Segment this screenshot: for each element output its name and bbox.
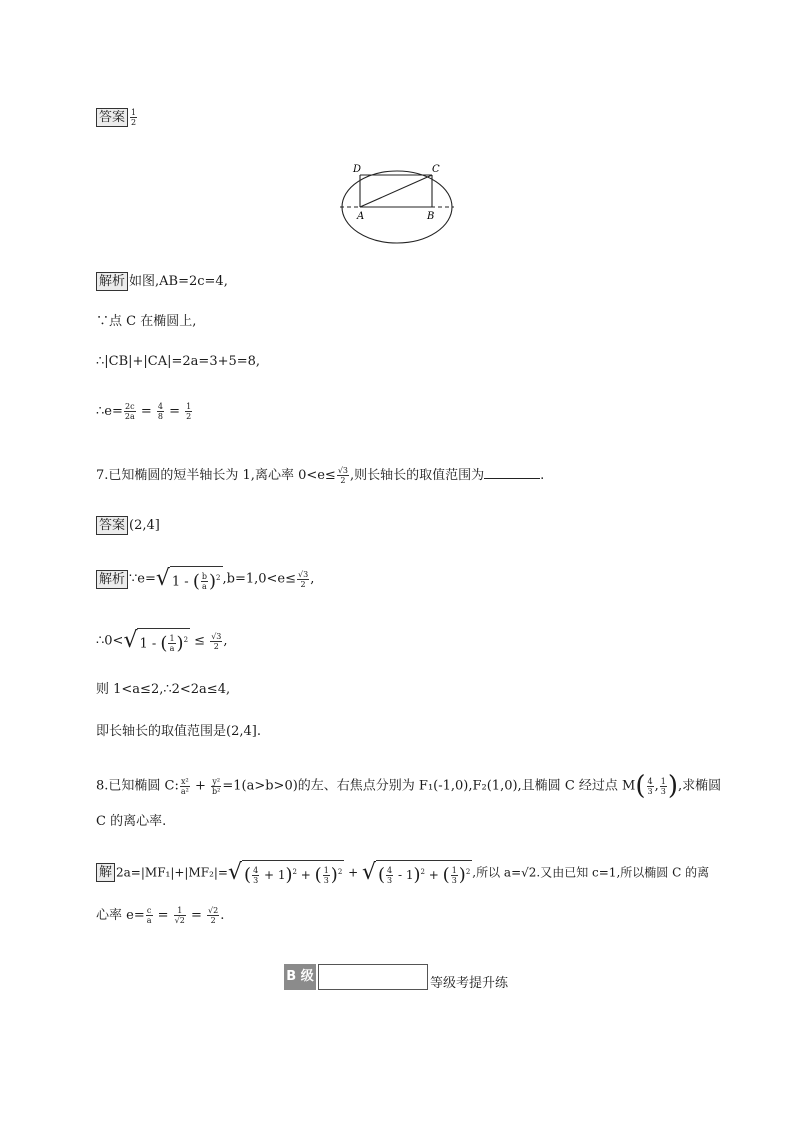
q8-stem-line2: C 的离心率.	[96, 814, 167, 829]
q6-analysis-line3: ∴|CB|+|CA|=2a=3+5=8,	[96, 354, 261, 369]
q7-stem: 7.已知椭圆的短半轴长为 1,离心率 0<e≤ $\frac{√3}{2}$ ,则长轴长的取值范围为 .	[96, 466, 545, 485]
answer-fraction: $\frac{1}{2}$	[131, 108, 137, 127]
q8-solution-line2: 心率 e= $\frac{c}{a}$ = $\frac{1}{√2}$ = $\frac{√2}{2}$ .	[96, 906, 225, 925]
q7-analysis-line2: ∴0<√ 1 - ( $\frac{1}{a}$ )$^2$ ≤ $\frac{√3}{2}$ ,	[96, 628, 228, 654]
q7-answer: (2,4]	[129, 518, 160, 533]
q6-analysis-line4: ∴e= $\frac{2c}{2a}$ = $\frac{4}{8}$ = $\frac{1}{2}$	[96, 402, 192, 421]
ellipse-figure	[336, 158, 460, 250]
section-b-score-box	[318, 964, 428, 990]
label-B: B	[427, 211, 435, 222]
q6-answer-line	[96, 108, 138, 128]
section-b-label: 等级考提升练	[430, 976, 509, 991]
q8-stem-line1: 8.已知椭圆 C: $\frac{\text{x²}}{\text{a²}}$ + $\frac{\text{y²}}{\text{b²}}$ =1(a>b>0)的左、右焦点分别为 F₁(-1,0),F₂(1,0),且椭圆 C 经过点 M( $\frac{4}{3}$ , $\frac{1}{3}$ ),求椭圆	[96, 771, 722, 801]
q7-analysis-line1: 解析 ∵e=√ 1 - ( $\frac{b}{a}$ )$^2$ ,b=1,0<e≤ $\frac{√3}{2}$ ,	[96, 566, 314, 592]
answer-tag: 答案	[96, 108, 128, 127]
q6-analysis-line1: 解析 如图,AB=2c=4,	[96, 272, 228, 292]
q7-analysis-line3: 则 1<a≤2,∴2<2a≤4,	[96, 682, 231, 697]
analysis-tag: 解析	[96, 272, 128, 291]
q7-analysis-line4: 即长轴长的取值范围是(2,4].	[96, 724, 261, 739]
answer-blank	[484, 466, 540, 479]
solution-tag: 解	[96, 863, 115, 882]
label-A: A	[357, 211, 365, 222]
q8-solution-line1: 解 2a=|MF₁|+|MF₂|=√ ( $\frac{4}{3}$ + 1)$^2$ + ( $\frac{1}{3}$ )$^2$ + √ ( $\frac{4}{3}$ - 1)$^2$ + ( $\frac{1}{3}$ )$^2$ ,所以 a=√2.又由已知 c=1,所以椭圆 C 的离	[96, 860, 709, 886]
q6-analysis-line2: ∵点 C 在椭圆上,	[96, 314, 197, 329]
segment-AC	[360, 175, 432, 207]
label-C: C	[432, 164, 440, 175]
section-b-badge: B 级	[284, 964, 316, 990]
analysis-tag: 解析	[96, 570, 128, 589]
label-D: D	[353, 164, 362, 175]
answer-tag: 答案	[96, 516, 128, 535]
q7-answer-line	[96, 516, 160, 536]
